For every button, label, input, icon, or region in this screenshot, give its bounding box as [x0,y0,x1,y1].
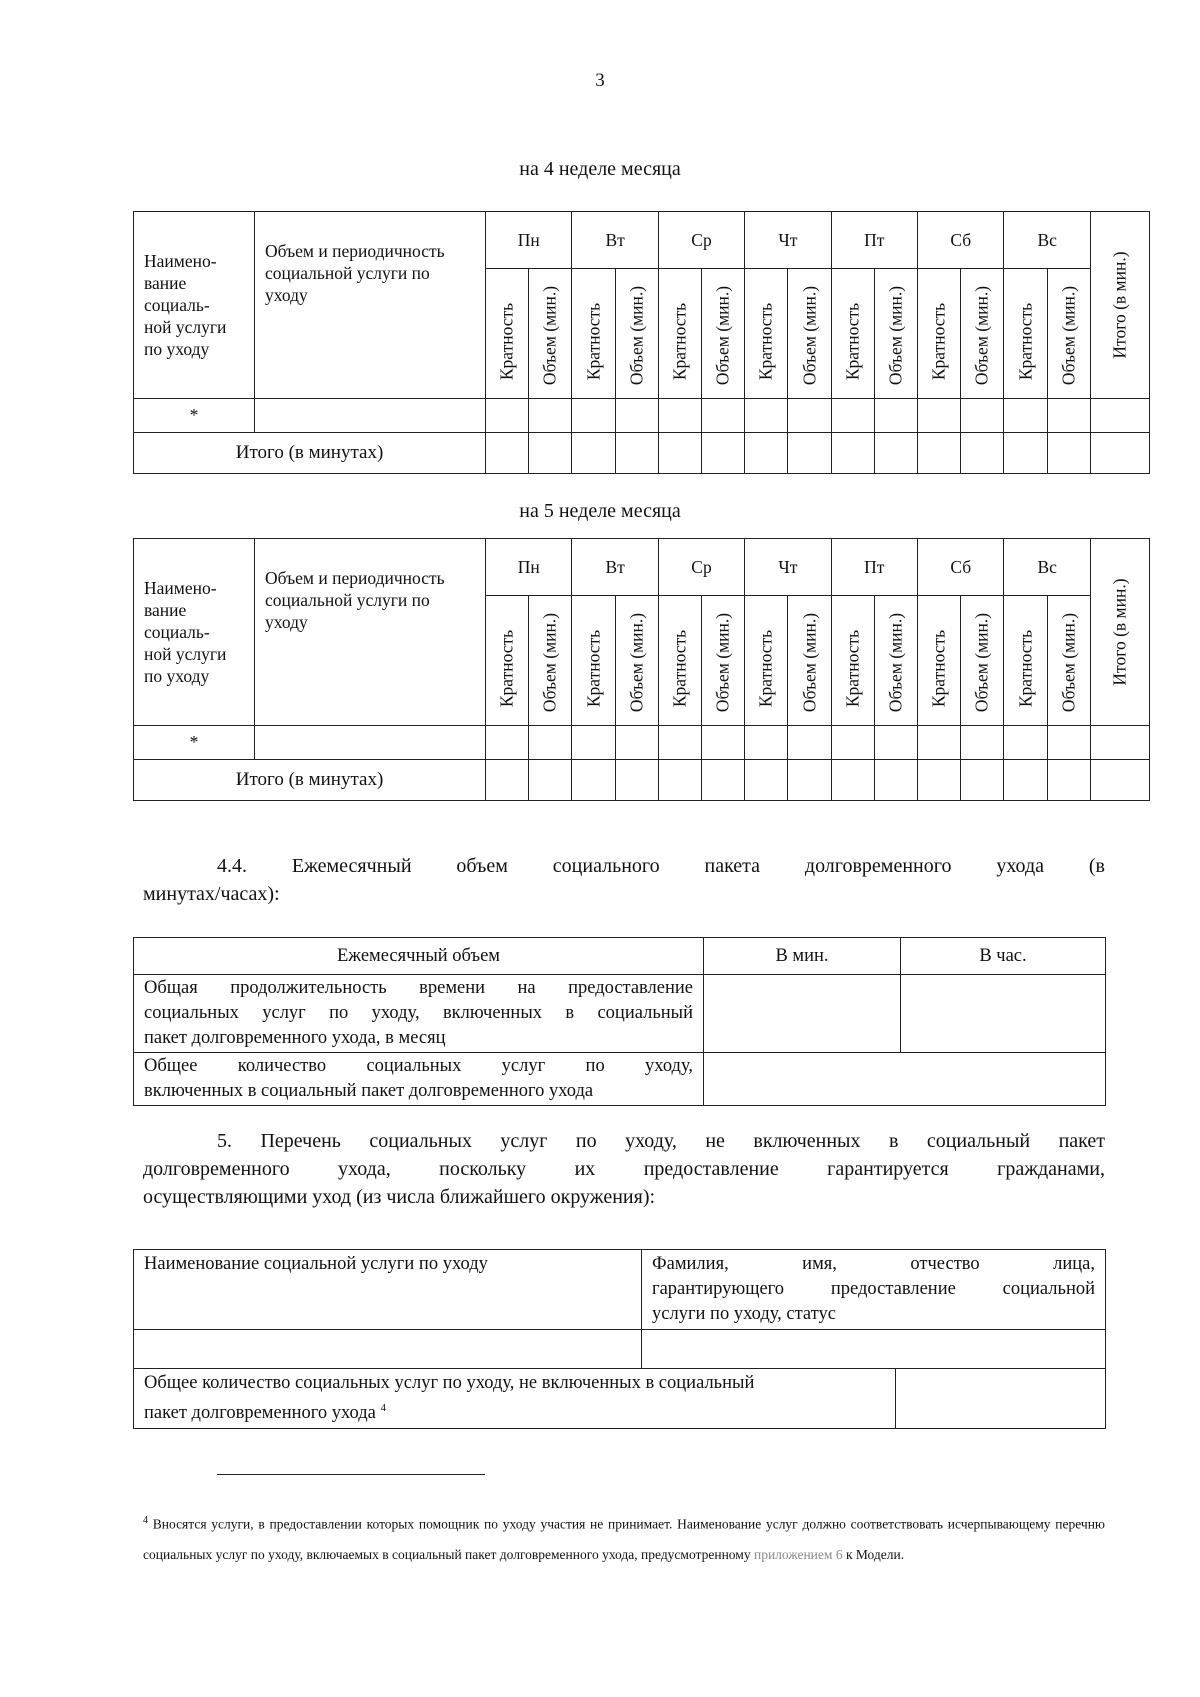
day-tue: Вт [572,539,658,596]
col-volume-periodicity: Объем и периодичность социальной услуги по уходу [255,212,486,399]
person-cell[interactable] [642,1330,1106,1369]
total-row [134,433,1150,474]
day-fri: Пт [831,212,917,269]
row-marker: * [134,399,255,433]
table-row [134,726,1150,760]
footnote [143,1506,1105,1570]
footnote-text-end: к Модели. [845,1546,905,1562]
duration-hours-cell[interactable] [901,975,1106,1053]
day-mon: Пн [486,212,572,269]
day-thu: Чт [745,539,831,596]
total-row [134,760,1150,801]
row-marker: * [134,726,255,760]
footnote-ref[interactable]: 4 [380,1402,387,1414]
day-wed: Ср [658,212,744,269]
sub-frequency: Кратность [745,269,788,399]
row-total-duration: Общая продолжительность времени на предоставление социальных услуг по уходу, включенных в социальный пакет долговременного ухода, в месяц [134,975,704,1053]
sub-volume: Объем (мин.) [702,269,745,399]
sub-volume: Объем (мин.) [788,269,831,399]
sub-frequency: Кратность [831,596,874,726]
sub-frequency: Кратность [486,596,529,726]
sub-frequency: Кратность [918,596,961,726]
sub-volume: Объем (мин.) [615,596,658,726]
duration-minutes-cell[interactable] [704,975,901,1053]
sub-frequency: Кратность [1004,596,1047,726]
total-non-included-label: Общее количество социальных услуг по уходу, не включенных в социальный пакет долговременного ухода $^4$ [134,1369,896,1429]
sub-frequency: Кратность [831,269,874,399]
header-hours: В час. [901,938,1106,975]
row-total-count: Общее количество социальных услуг по уходу, включенных в социальный пакет долговременного ухода [134,1053,704,1106]
section-4-4-paragraph: 4.4. Ежемесячный объем социального пакета долговременного ухода (в минутах/часах): [143,855,1105,905]
total-non-included-cell[interactable] [896,1369,1106,1429]
total-row [134,1369,1106,1429]
count-cell[interactable] [704,1053,1106,1106]
sub-volume: Объем (мин.) [529,596,572,726]
section-5-paragraph: 5. Перечень социальных услуг по уходу, не включенных в социальный пакет долговременного ухода, поскольку их предоставление гарантируется гражданами, осуществляющими уход (из числа ближайшего окружения): [143,1130,1105,1208]
sub-frequency: Кратность [658,596,701,726]
day-tue: Вт [572,212,658,269]
week4-caption: на 4 неделе месяца [519,158,681,180]
header-minutes: В мин. [704,938,901,975]
sub-frequency: Кратность [658,269,701,399]
day-fri: Пт [831,539,917,596]
appendix-link[interactable]: приложением 6 [753,1546,843,1562]
sub-frequency: Кратность [1004,269,1047,399]
monthly-volume-table [133,937,1106,1106]
sub-frequency: Кратность [572,596,615,726]
sub-volume: Объем (мин.) [961,269,1004,399]
day-sat: Сб [918,539,1004,596]
header-person: Фамилия, имя, отчество лица, гарантирующего предоставление социальной услуги по уходу, статус [642,1250,1106,1330]
week4-schedule-table [133,211,1150,474]
sub-volume: Объем (мин.) [1047,269,1090,399]
sub-frequency: Кратность [486,269,529,399]
sub-frequency: Кратность [918,269,961,399]
col-service-name: Наимено- вание социаль- ной услуги по уходу [134,539,255,726]
day-thu: Чт [745,212,831,269]
sub-volume: Объем (мин.) [615,269,658,399]
day-sun: Вс [1004,212,1091,269]
sub-volume: Объем (мин.) [874,269,917,399]
sub-volume: Объем (мин.) [874,596,917,726]
week5-schedule-table [133,538,1150,801]
sub-volume: Объем (мин.) [529,269,572,399]
empty-cell[interactable] [255,399,486,433]
sub-volume: Объем (мин.) [788,596,831,726]
total-row-label: Итого (в минутах) [134,433,486,474]
col-total-minutes: Итого (в мин.) [1091,212,1150,399]
total-row-label: Итого (в минутах) [134,760,486,801]
non-included-services-table [133,1249,1106,1429]
sub-frequency: Кратность [745,596,788,726]
sub-volume: Объем (мин.) [702,596,745,726]
sub-frequency: Кратность [572,269,615,399]
footnote-text: Вносятся услуги, в предоставлении которых помощник по уходу участия не принимает. Наименование услуг должно соответствовать исчерпывающему перечню социальных услуг по уходу, включаемых в социальный пакет долговременного ухода, предусмотренному [143,1516,1106,1562]
col-total-minutes: Итого (в мин.) [1091,539,1150,726]
header-monthly-volume: Ежемесячный объем [134,938,704,975]
col-service-name: Наимено- вание социаль- ной услуги по уходу [134,212,255,399]
service-name-cell[interactable] [134,1330,642,1369]
week5-caption: на 5 неделе месяца [519,500,681,522]
table-row [134,975,1106,1053]
page-number: 3 [595,70,605,91]
day-mon: Пн [486,539,572,596]
table-row [134,1053,1106,1106]
footnote-separator [217,1474,485,1475]
header-service-name: Наименование социальной услуги по уходу [134,1250,642,1330]
empty-cell[interactable] [255,726,486,760]
table-row [134,1330,1106,1369]
footnote-mark: 4 [143,1515,148,1526]
sub-volume: Объем (мин.) [961,596,1004,726]
day-wed: Ср [658,539,744,596]
table-row [134,399,1150,433]
sub-volume: Объем (мин.) [1047,596,1090,726]
day-sat: Сб [918,212,1004,269]
day-sun: Вс [1004,539,1091,596]
col-volume-periodicity: Объем и периодичность социальной услуги по уходу [255,539,486,726]
